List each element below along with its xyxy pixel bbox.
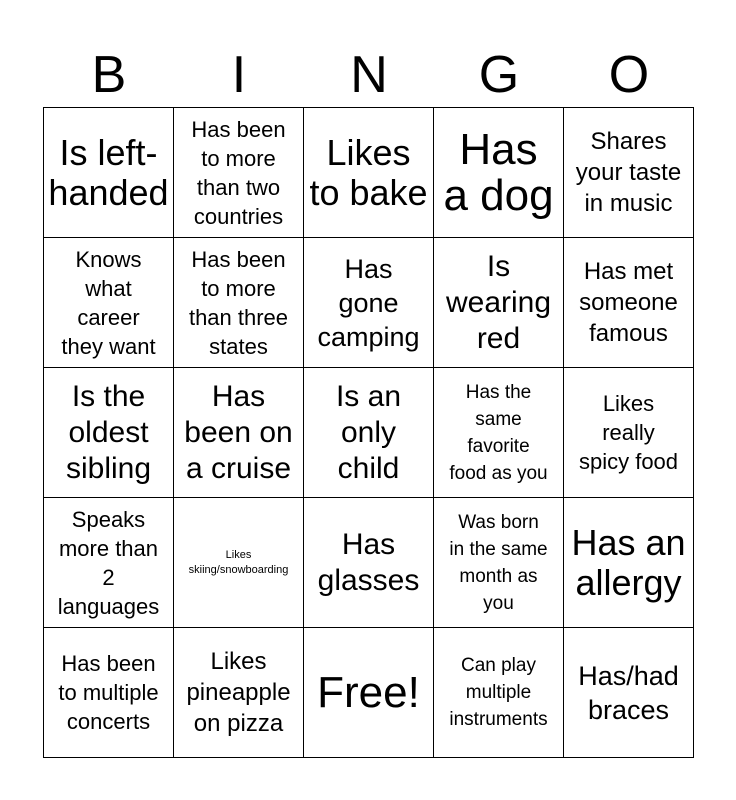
cell-text: Likes really spicy food bbox=[578, 391, 679, 474]
bingo-cell[interactable] bbox=[44, 238, 174, 368]
cell-text: Can play multiple instruments bbox=[449, 655, 548, 730]
bingo-cell[interactable] bbox=[44, 498, 174, 628]
free-space-text: Free! bbox=[317, 667, 420, 717]
cell-text: Likes pineapple on pizza bbox=[186, 648, 291, 737]
bingo-cell[interactable] bbox=[304, 238, 434, 368]
bingo-header bbox=[44, 44, 694, 106]
bingo-cell[interactable] bbox=[564, 498, 694, 628]
bingo-cell[interactable] bbox=[564, 368, 694, 498]
cell-text: Is left- handed bbox=[48, 131, 169, 213]
bingo-cell[interactable] bbox=[44, 108, 174, 238]
bingo-cell[interactable] bbox=[304, 108, 434, 238]
cell-text: Has been on a cruise bbox=[184, 379, 293, 485]
cell-text: Has been to more than three states bbox=[188, 246, 289, 359]
bingo-cell[interactable] bbox=[434, 368, 564, 498]
bingo-cell[interactable] bbox=[174, 498, 304, 628]
cell-text: Shares your taste in music bbox=[575, 128, 682, 217]
cell-text: Has met someone famous bbox=[579, 258, 678, 347]
bingo-cell[interactable] bbox=[174, 108, 304, 238]
cell-text: Has a dog bbox=[443, 124, 554, 220]
bingo-cell[interactable] bbox=[304, 368, 434, 498]
header-letter-o: O bbox=[608, 46, 650, 104]
bingo-cell[interactable] bbox=[434, 628, 564, 758]
header-letter-b: B bbox=[91, 46, 127, 104]
bingo-cell[interactable] bbox=[174, 238, 304, 368]
header-letter-g: G bbox=[478, 46, 520, 104]
bingo-cell[interactable] bbox=[304, 498, 434, 628]
bingo-cell[interactable] bbox=[174, 368, 304, 498]
cell-text: Has glasses bbox=[317, 527, 420, 597]
cell-text: Was born in the same month as you bbox=[449, 511, 548, 614]
bingo-cell[interactable] bbox=[564, 108, 694, 238]
bingo-cell[interactable] bbox=[174, 628, 304, 758]
cell-text: Has gone camping bbox=[317, 253, 420, 352]
cell-text: Has the same favorite food as you bbox=[449, 381, 548, 484]
bingo-cell-free[interactable] bbox=[304, 628, 434, 758]
bingo-cell[interactable] bbox=[564, 238, 694, 368]
bingo-cell[interactable] bbox=[434, 498, 564, 628]
cell-text: Knows what career they want bbox=[61, 246, 156, 359]
bingo-cell[interactable] bbox=[44, 368, 174, 498]
cell-text: Has an allergy bbox=[571, 521, 686, 603]
cell-text: Is wearing red bbox=[445, 249, 552, 355]
cell-text: Is the oldest sibling bbox=[65, 379, 152, 485]
header-letter-i: I bbox=[231, 46, 247, 104]
cell-text: Likes to bake bbox=[309, 131, 428, 213]
bingo-cell[interactable] bbox=[44, 628, 174, 758]
bingo-cell[interactable] bbox=[434, 108, 564, 238]
cell-text: Has/had braces bbox=[578, 660, 679, 725]
bingo-card-grid bbox=[43, 107, 694, 758]
bingo-cell[interactable] bbox=[434, 238, 564, 368]
cell-text: Likes skiing/snowboarding bbox=[188, 548, 289, 576]
bingo-cell[interactable] bbox=[564, 628, 694, 758]
cell-text: Speaks more than 2 languages bbox=[57, 506, 160, 619]
cell-text: Is an only child bbox=[335, 379, 402, 485]
cell-text: Has been to more than two countries bbox=[191, 116, 286, 229]
header-letter-n: N bbox=[350, 46, 388, 104]
cell-text: Has been to multiple concerts bbox=[58, 651, 159, 734]
